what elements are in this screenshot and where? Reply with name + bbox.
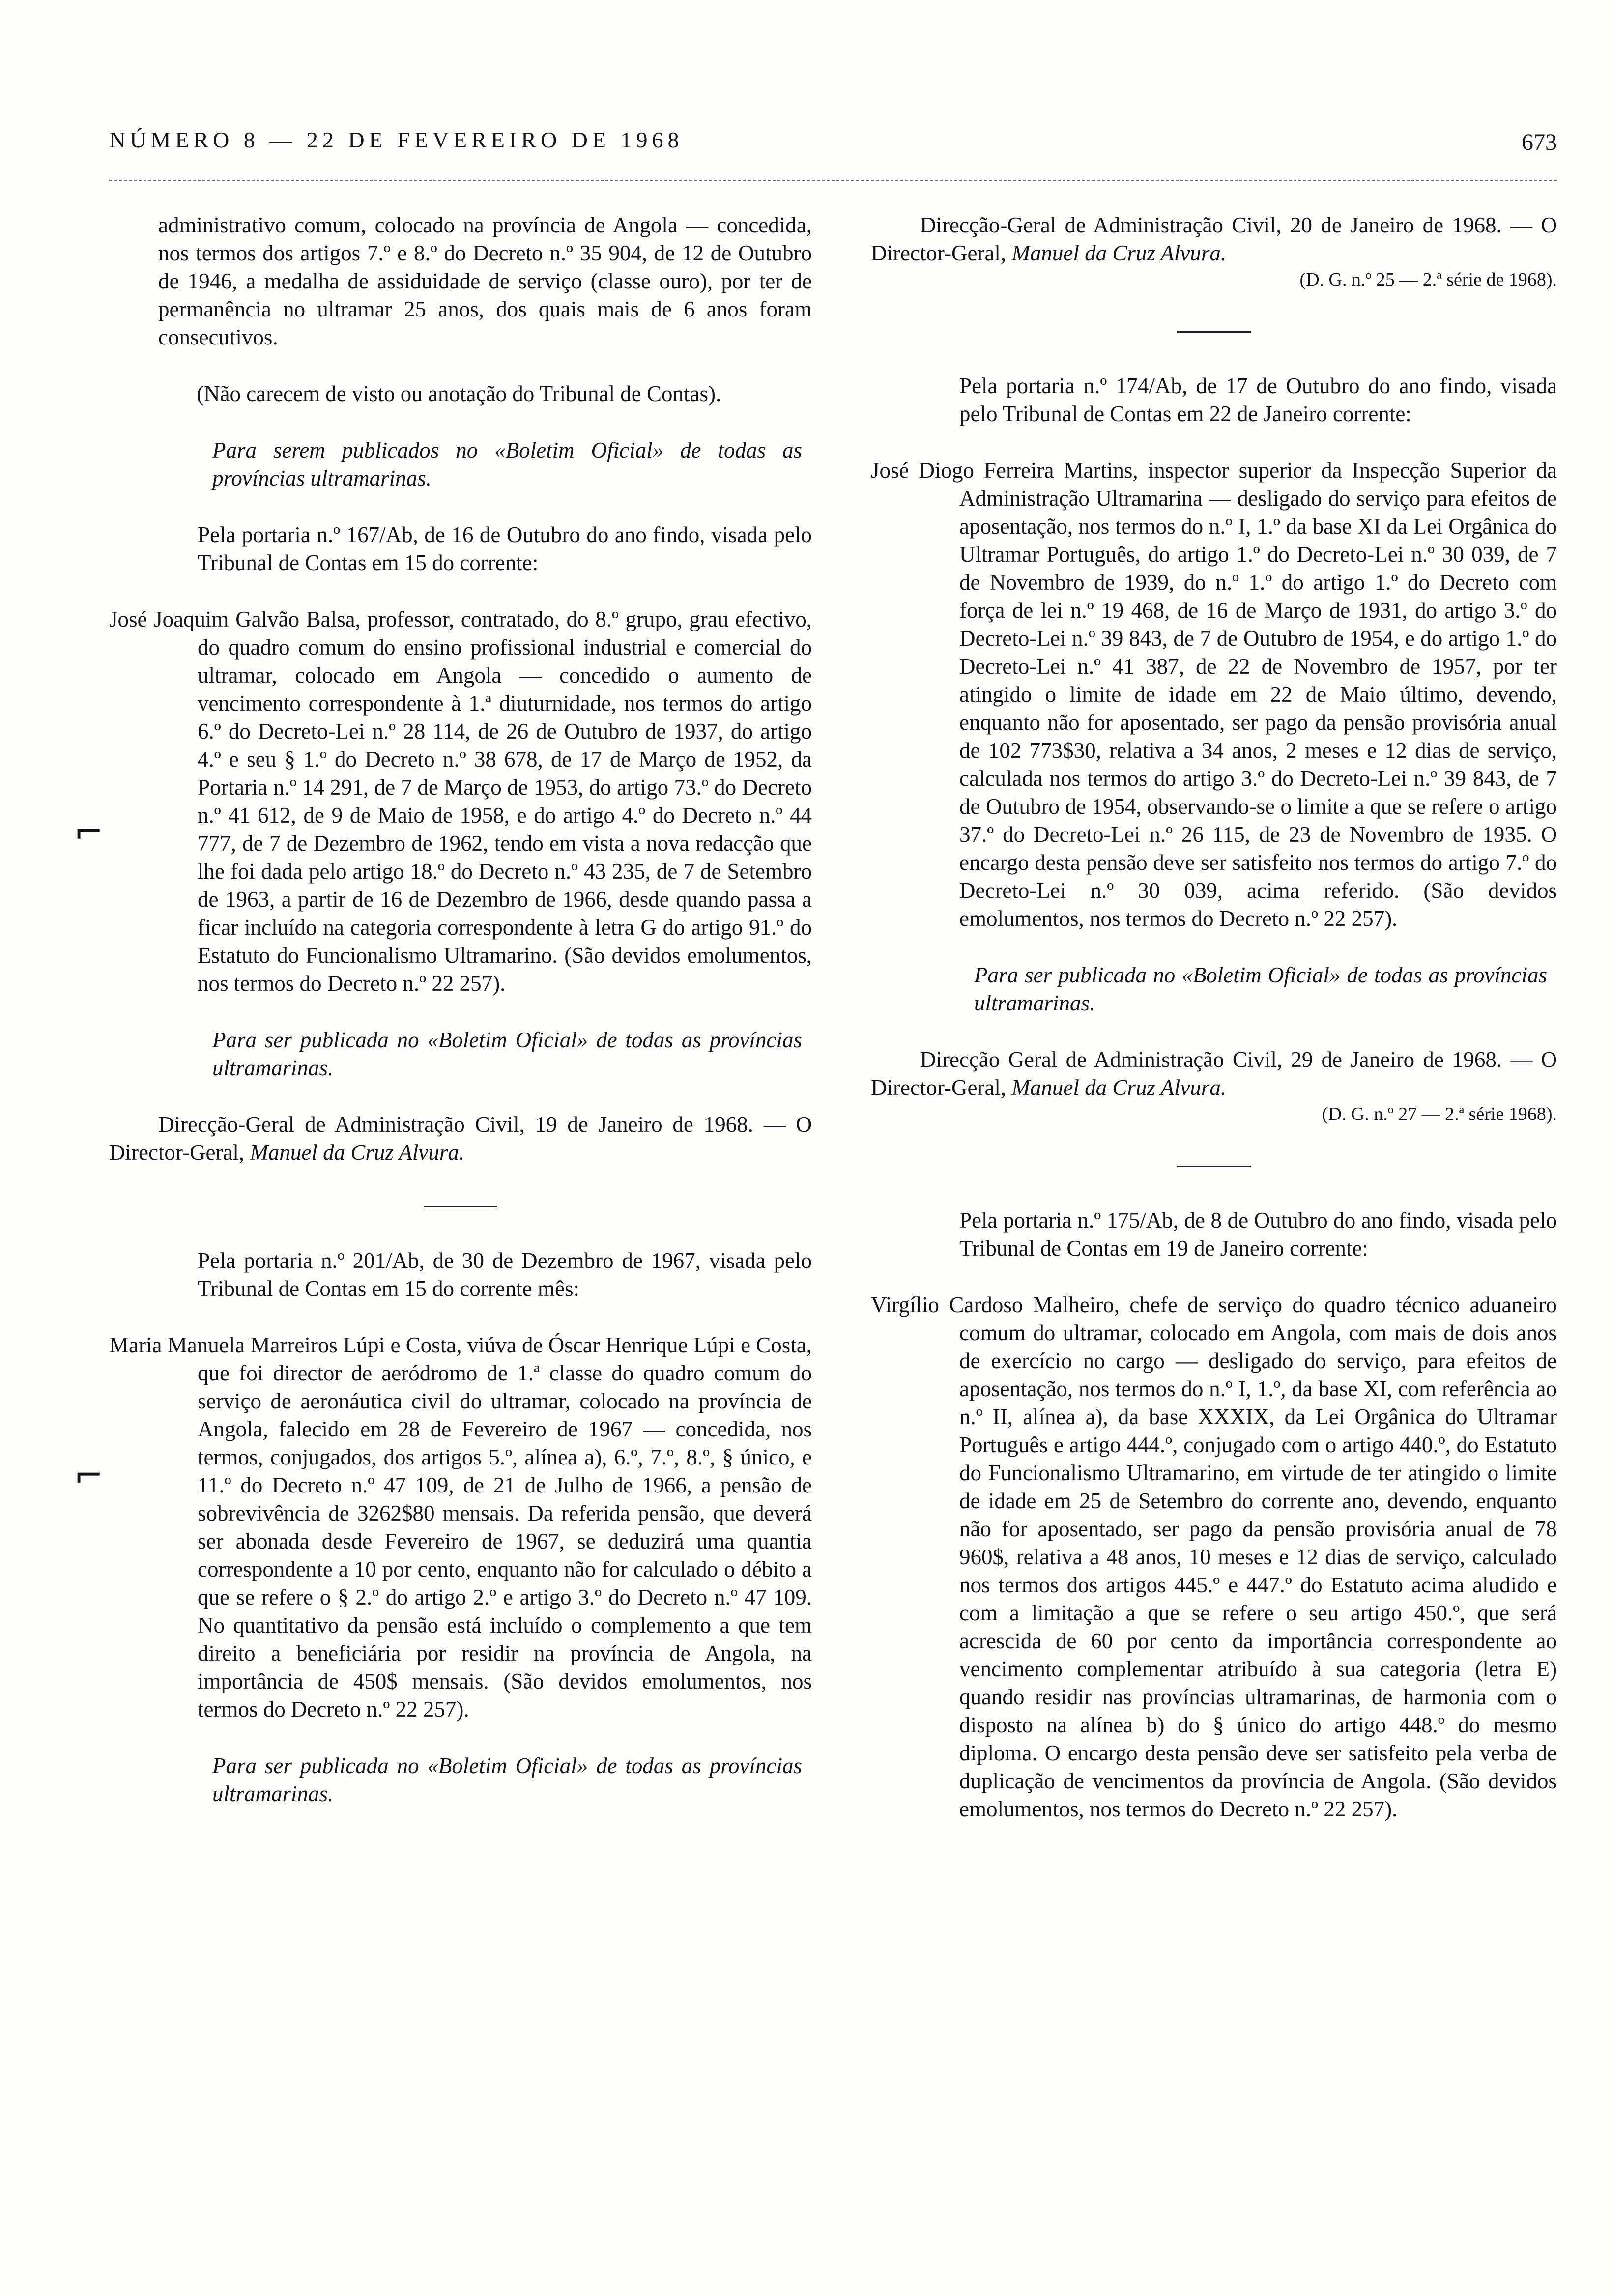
portaria-body [109,605,812,998]
portaria-intro: Pela portaria n.º 167/Ab, de 16 de Outubro do ano findo, visada pelo Tribunal de Contas em 15 do corrente: [198,522,812,575]
portaria-body [871,1291,1557,1823]
issue-header: NÚMERO 8 — 22 DE FEVEREIRO DE 1968 [109,127,684,152]
person-name: Virgílio Cardoso Malheiro, [871,1292,1120,1317]
publication-note: Para ser publicada no «Boletim Oficial» de todas as províncias ultramarinas. [212,1028,802,1080]
source-reference: (D. G. n.º 25 — 2.ª série de 1968). [1299,269,1557,290]
portaria-intro: Pela portaria n.º 201/Ab, de 30 de Dezembro de 1967, visada pelo Tribunal de Contas em 15 do corrente mês: [198,1248,812,1301]
person-name: José Diogo Ferreira Martins, [871,458,1138,483]
signature-name: Manuel da Cruz Alvura. [250,1140,465,1165]
person-name: José Joaquim Galvão Balsa, [109,607,361,631]
signature-block [871,1046,1557,1102]
portaria-body [109,1331,812,1723]
page-number: 673 [1522,129,1557,155]
portaria-text: inspector superior da Inspecção Superior da Administração Ultramarina — desligado do serviço para efeitos de aposentação, nos termos do n.º I, 1.º da base XI da Lei Orgânica do Ultramar Português, do artigo 1.º do Decreto-Lei n.º 30 039, de 7 de Novembro de 1939, do n.º 1.º do artigo 1.º do Decreto com força de lei n.º 19 468, de 16 de Março de 1931, do artigo 3.º do Decreto-Lei n.º 39 843, de 7 de Outubro de 1954, e do artigo 1.º do Decreto-Lei n.º 41 387, de 22 de Novembro de 1957, por ter atingido o limite de idade em 22 de Maio último, devendo, enquanto não for aposentado, ser pago da pensão provisória anual de 102 773$30, relativa a 34 anos, 2 meses e 12 dias de serviço, calculada nos termos do artigo 3.º do Decreto-Lei n.º 39 843, de 7 de Outubro de 1954, observando-se o limite a que se refere o artigo 37.º do Decreto-Lei n.º 26 115, de 23 de Novembro de 1935. O encargo desta pensão deve ser satisfeito nos termos do artigo 7.º do Decreto-Lei n.º 30 039, acima referido. (São devidos emolumentos, nos termos do Decreto n.º 22 257). [959,458,1557,931]
portaria-text: chefe de serviço do quadro técnico aduaneiro comum do ultramar, colocado em Angola, com mais de dois anos de exercício no cargo — desligado do serviço, para efeitos de aposentação, nos termos do n.º I, 1.º, da base XI, com referência ao n.º II, alínea a), da base XXXIX, da Lei Orgânica do Ultramar Português e artigo 444.º, conjugado com o artigo 440.º, do Estatuto do Funcionalismo Ultramarino, em virtude de ter atingido o limite de idade em 25 de Setembro do corrente ano, devendo, enquanto não for aposentado, ser pago da pensão provisória anual de 78 960$, relativa a 48 anos, 10 meses e 12 dias de serviço, calculado nos termos dos artigos 445.º e 447.º do Estatuto acima aludido e com a limitação a que se refere o seu artigo 450.º, que será acrescida de 60 por cento da importância correspondente ao vencimento complementar atribuído à sua categoria (letra E) quando residir nas províncias ultramarinas, de harmonia com o disposto na alínea b) do § único do artigo 448.º do mesmo diploma. O encargo desta pensão deve ser satisfeito pela verba de duplicação de vencimentos da província de Angola. (São devidos emolumentos, nos termos do Decreto n.º 22 257). [959,1292,1557,1821]
portaria-text: viúva de Óscar Henrique Lúpi e Costa, que foi director de aeródromo de 1.ª classe do quadro comum do serviço de aeronáutica civil do ultramar, colocado na província de Angola, falecido em 28 de Fevereiro de 1967 — concedida, nos termos, conjugados, dos artigos 5.º, alínea a), 6.º, 7.º, 8.º, § único, e 11.º do Decreto n.º 47 109, de 21 de Julho de 1966, a pensão de sobrevivência de 3262$80 mensais. Da referida pensão, que deverá ser abonada desde Fevereiro de 1967, se deduzirá uma quantia correspondente a 10 por cento, enquanto não for calculado o débito a que se refere o § 2.º do artigo 2.º e artigo 3.º do Decreto n.º 47 109. No quantitativo da pensão está incluído o complemento a que tem direito a beneficiária por residir na província de Angola, na importância de 450$ mensais. (São devidos emolumentos, nos termos do Decreto n.º 22 257). [198,1333,812,1722]
portaria-intro: Pela portaria n.º 175/Ab, de 8 de Outubro do ano findo, visada pelo Tribunal de Contas em 19 de Janeiro corrente: [959,1208,1557,1261]
signature-block [109,1111,812,1167]
signature-block [871,211,1557,267]
portaria-text: professor, contratado, do 8.º grupo, grau efectivo, do quadro comum do ensino profissional industrial e comercial do ultramar, colocado em Angola — concedido o aumento de vencimento correspondente à 1.ª diuturnidade, nos termos do artigo 6.º do Decreto-Lei n.º 28 114, de 26 de Outubro de 1937, do artigo 4.º e seu § 1.º do Decreto n.º 38 678, de 17 de Março de 1952, da Portaria n.º 14 291, de 7 de Março de 1953, do artigo 73.º do Decreto n.º 41 612, de 9 de Maio de 1958, e do artigo 4.º do Decreto n.º 44 777, de 7 de Dezembro de 1962, tendo em vista a nova redacção que lhe foi dada pelo artigo 18.º do Decreto n.º 43 235, de 7 de Setembro de 1963, a partir de 16 de Dezembro de 1966, desde quando passa a ficar incluído na categoria correspondente à letra G do artigo 91.º do Estatuto do Funcionalismo Ultramarino. (São devidos emolumentos, nos termos do Decreto n.º 22 257). [198,607,812,996]
portaria-body [871,457,1557,933]
note-paragraph: (Não carecem de visto ou anotação do Tribunal de Contas). [197,381,721,406]
signature-text: Direcção-Geral de Administração Civil, 19 de Janeiro de 1968. — O Director-Geral, [109,1112,812,1165]
continuation-paragraph: administrativo comum, colocado na província de Angola — concedida, nos termos dos artigos 7.º e 8.º do Decreto n.º 35 904, de 12 de Outubro de 1946, a medalha de assiduidade de serviço (classe ouro), por ter de permanência no ultramar 25 anos, dos quais mais de 6 anos foram consecutivos. [158,213,812,349]
signature-name: Manuel da Cruz Alvura. [1011,241,1227,265]
publication-note: Para serem publicados no «Boletim Oficial» de todas as províncias ultramarinas. [212,438,802,490]
portaria-intro: Pela portaria n.º 174/Ab, de 17 de Outubro do ano findo, visada pelo Tribunal de Contas em 22 de Janeiro corrente: [959,373,1557,426]
publication-note: Para ser publicada no «Boletim Oficial» de todas as províncias ultramarinas. [974,963,1547,1015]
right-column [871,211,1557,1823]
person-name: Maria Manuela Marreiros Lúpi e Costa, [109,1333,462,1357]
signature-text: Direcção-Geral de Administração Civil, 20 de Janeiro de 1968. — O Director-Geral, [871,213,1557,265]
signature-text: Direcção Geral de Administração Civil, 29 de Janeiro de 1968. — O Director-Geral, [871,1047,1557,1100]
signature-name: Manuel da Cruz Alvura. [1011,1075,1227,1100]
margin-mark: ⌐ [74,811,104,852]
margin-mark: ⌐ [74,1455,104,1496]
header-rule [109,180,1557,181]
publication-note: Para ser publicada no «Boletim Oficial» de todas as províncias ultramarinas. [212,1753,802,1806]
source-reference: (D. G. n.º 27 — 2.ª série 1968). [1322,1104,1557,1124]
left-column [109,211,812,1808]
